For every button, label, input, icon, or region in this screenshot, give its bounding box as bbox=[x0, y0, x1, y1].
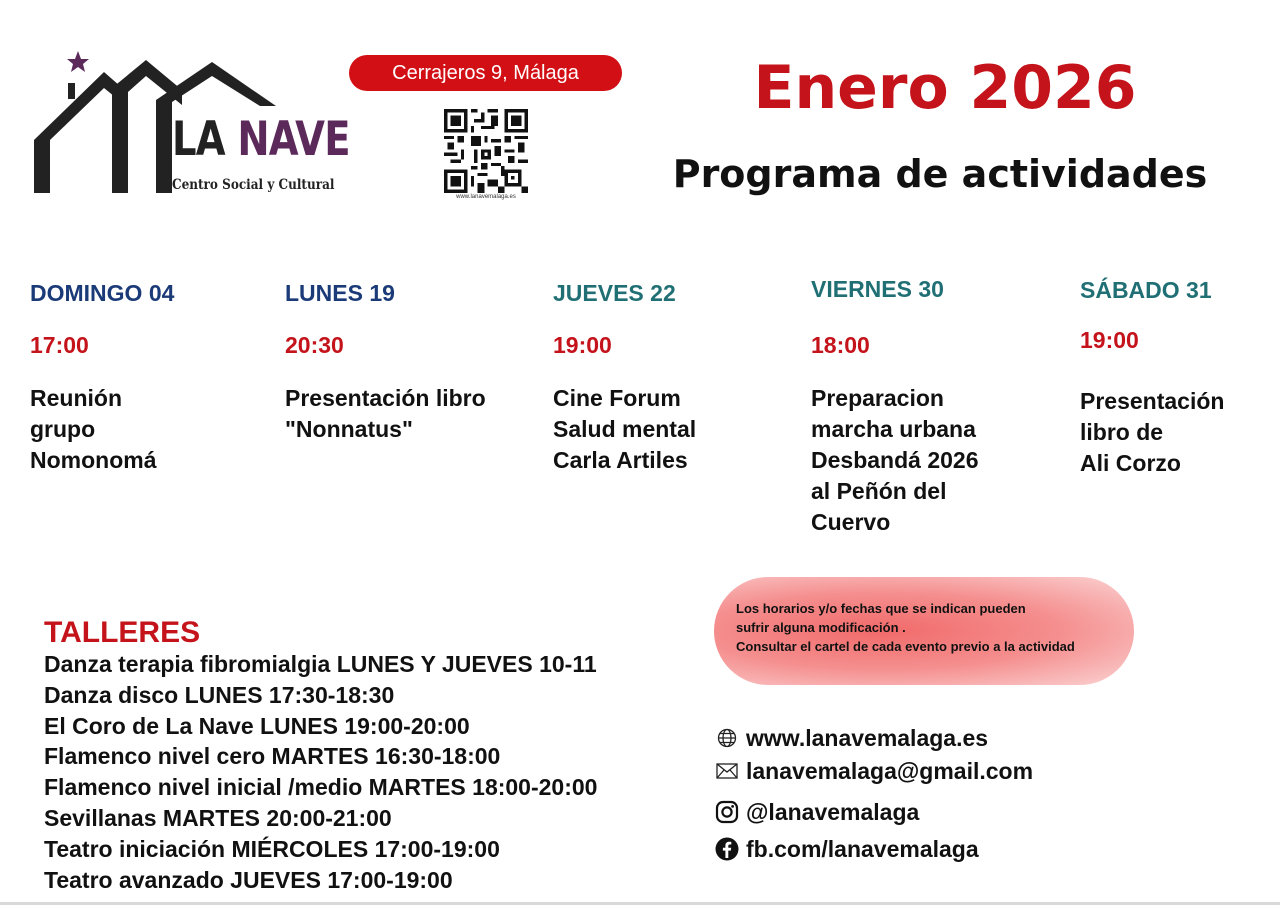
event-card bbox=[285, 279, 486, 445]
event-description: Presentación libro de Ali Corzo bbox=[1080, 388, 1225, 476]
star-icon bbox=[67, 51, 89, 72]
schedule-notice bbox=[714, 577, 1134, 685]
event-day: LUNES 19 bbox=[285, 280, 395, 306]
notice-line: Consultar el cartel de cada evento previo a la actividad bbox=[736, 639, 1075, 654]
contact-facebook[interactable] bbox=[714, 835, 979, 863]
globe-icon bbox=[714, 725, 740, 751]
contact-text: lanavemalaga@gmail.com bbox=[746, 758, 1034, 784]
logo-subtitle: Centro Social y Cultural bbox=[172, 177, 335, 193]
contact-text: www.lanavemalaga.es bbox=[746, 725, 989, 751]
taller-item: Teatro iniciación MIÉRCOLES 17:00-19:00 bbox=[44, 835, 500, 862]
logo-word-la: LA bbox=[172, 112, 225, 167]
taller-item: El Coro de La Nave LUNES 19:00-20:00 bbox=[44, 712, 470, 739]
qr-caption: www.lanavemalaga.es bbox=[456, 194, 516, 200]
facebook-icon bbox=[714, 836, 740, 862]
program-title: Programa de actividades bbox=[672, 152, 1208, 196]
contact-text: fb.com/lanavemalaga bbox=[746, 836, 979, 862]
event-time: 18:00 bbox=[811, 332, 870, 358]
envelope-icon bbox=[714, 758, 740, 784]
event-day: VIERNES 30 bbox=[811, 276, 944, 302]
event-time: 19:00 bbox=[553, 332, 612, 358]
contact-website[interactable] bbox=[714, 724, 988, 752]
event-day: DOMINGO 04 bbox=[30, 280, 175, 306]
taller-item: Sevillanas MARTES 20:00-21:00 bbox=[44, 804, 392, 831]
logo-word-nave: NAVE bbox=[237, 112, 350, 167]
taller-item: Danza terapia fibromialgia LUNES Y JUEVES 10-11 bbox=[44, 651, 597, 677]
event-day: SÁBADO 31 bbox=[1080, 277, 1212, 303]
event-card bbox=[30, 279, 174, 476]
taller-item: Flamenco nivel cero MARTES 16:30-18:00 bbox=[44, 743, 501, 770]
event-time: 20:30 bbox=[285, 332, 344, 358]
address-badge: Cerrajeros 9, Málaga bbox=[349, 55, 622, 91]
notice-line: Los horarios y/o fechas que se indican pueden bbox=[736, 601, 1026, 616]
event-card bbox=[811, 275, 978, 538]
contact-instagram[interactable] bbox=[714, 798, 919, 826]
month-title: Enero 2026 bbox=[753, 53, 1137, 123]
event-card bbox=[553, 279, 696, 476]
instagram-icon bbox=[714, 799, 740, 825]
talleres-section bbox=[44, 617, 597, 895]
contact-email[interactable] bbox=[714, 757, 1033, 785]
event-time: 17:00 bbox=[30, 332, 89, 358]
event-description: Presentación libro "Nonnatus" bbox=[285, 385, 486, 442]
contact-text: @lanavemalaga bbox=[746, 799, 920, 825]
talleres-title: TALLERES bbox=[44, 616, 201, 649]
taller-item: Flamenco nivel inicial /medio MARTES 18:00-20:00 bbox=[44, 774, 598, 801]
qr-code-icon[interactable] bbox=[444, 109, 528, 193]
taller-item: Teatro avanzado JUEVES 17:00-19:00 bbox=[44, 866, 453, 893]
event-description: Cine Forum Salud mental Carla Artiles bbox=[553, 385, 697, 473]
event-card bbox=[1080, 276, 1224, 479]
event-time: 19:00 bbox=[1080, 327, 1139, 353]
event-day: JUEVES 22 bbox=[553, 280, 676, 306]
la-nave-logo bbox=[30, 48, 350, 198]
event-description: Reunión grupo Nomonomá bbox=[30, 385, 157, 473]
notice-line: sufrir alguna modificación . bbox=[736, 620, 906, 635]
event-description: Preparacion marcha urbana Desbandá 2026 al Peñón del Cuervo bbox=[811, 385, 979, 535]
logo-wordmark bbox=[172, 112, 350, 167]
taller-item: Danza disco LUNES 17:30-18:30 bbox=[44, 681, 395, 708]
